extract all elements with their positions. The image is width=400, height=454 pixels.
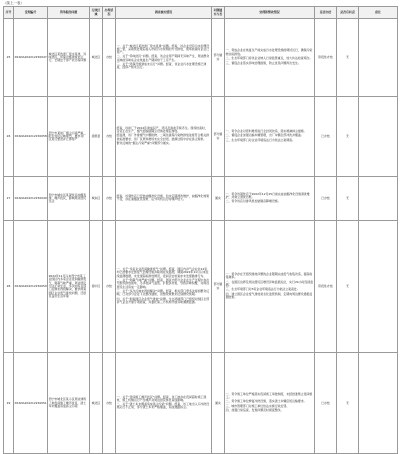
cell-issue: 2022年11月以来西宁市某工业园区内多家企业夜间偷排废气，刺鼻气味严重，周边居民无法正常生活，多次向有关部门反映未得到解决，要求彻查园区企业废气排放问题，还居民良好生活环境 bbox=[48, 221, 90, 353]
cell-findings bbox=[116, 177, 212, 221]
cell-done: 已办结 bbox=[315, 97, 337, 177]
table-caption: （续上一表） bbox=[3, 1, 24, 5]
cell-actions bbox=[225, 19, 315, 97]
actions-paragraph: 一、责令该餐饮店于2022年12月25日前完成油烟净化设施清洗维护，并建立清洗台账。 bbox=[225, 191, 310, 199]
table-header-row bbox=[4, 7, 398, 19]
cell-issue: 城北区某洗涤厂废水直排，异味扰民，环保设施建成未运行，长期处于停产状态等问题 bbox=[48, 19, 90, 97]
cell-region: 湟中区 bbox=[90, 221, 103, 353]
table-row bbox=[4, 353, 398, 454]
cell-code: D1SDA202212150050 bbox=[14, 221, 48, 353]
cell-region: 湟源县 bbox=[90, 97, 103, 177]
cell-accountable: 无 bbox=[337, 353, 359, 454]
findings-paragraph: 三、关于“多次反映未得到解决”问题。经查，相关部门曾多次接到群众反映，已对部分企业下达整改通知，但整改效果未达到群众预期。 bbox=[116, 288, 210, 297]
cell-code: D1SDA202212150058 bbox=[14, 97, 48, 177]
actions-paragraph: 三、生态环境部门对3家企业环境违法行为依法立案查处。 bbox=[225, 287, 300, 292]
cell-actions bbox=[225, 353, 315, 454]
cell-done: 阶段性办结 bbox=[315, 19, 337, 97]
cell-region: 城东区 bbox=[90, 177, 103, 221]
cell-code: D1SDA202212150049 bbox=[14, 177, 48, 221]
cell-actions bbox=[225, 97, 315, 177]
findings-paragraph: 一、关于“多家企业夜间偷排废气”问题。经查，园区内涉气企业共12家，均已按要求安装废气治理设施并联网在线监测，调阅2022年11月以来在线监测数据，未发现超标排放情况，夜间突击检查亦未发现偷排行为。 bbox=[116, 267, 210, 278]
cell-state: 办结 bbox=[103, 177, 116, 221]
cell-verdict: 属实 bbox=[212, 177, 225, 221]
actions-paragraph: 三、督促企业落实异味治理措施，防止扰民问题再次发生。 bbox=[225, 60, 301, 65]
cell-seq: 29 bbox=[4, 353, 14, 454]
findings-paragraph: 一、关于“夜间施工噪声扰民”问题。经查，该工地存在夜间超时施工现象，施工机械运行产生噪声对周边居民休息造成影响。 bbox=[116, 394, 207, 402]
complaint-table bbox=[3, 6, 398, 454]
actions-paragraph: 四、建立园区企业废气排放常态化监管机制，定期向周边群众通报监测结果。 bbox=[225, 291, 313, 300]
cell-state: 办结 bbox=[103, 353, 116, 454]
cell-issue: 西宁市城北区某小区周边建筑工地夜间施工噪声扰民，渣土车未覆盖造成扬尘污染 bbox=[48, 353, 90, 454]
cell-seq: 26 bbox=[4, 97, 14, 177]
header-note: 备注 bbox=[359, 7, 398, 19]
actions-paragraph: 一、责令存在无组织排放问题的企业限期完成废气收集改造，提高收集效率。 bbox=[225, 271, 313, 280]
header-done: 是否办结 bbox=[315, 7, 337, 19]
actions-paragraph: 二、责令该店对排风机加装隔音降噪设施。 bbox=[225, 199, 281, 204]
cell-accountable: 无 bbox=[337, 97, 359, 177]
cell-note bbox=[359, 177, 398, 221]
cell-actions bbox=[225, 177, 315, 221]
findings-paragraph: 一、关于“城北区某洗涤厂废水直排”问题。经查，该企业设有污水处理设施一套，采取预处理后接入市政污水管网的方式排放，现场检查时企业已停产。 bbox=[116, 43, 210, 55]
cell-note bbox=[359, 221, 398, 353]
actions-paragraph: 四、加强日常巡查，发现问题及时督促整改。 bbox=[225, 408, 284, 413]
cell-verdict: 部分属实 bbox=[212, 221, 225, 353]
actions-paragraph: 二、责令施工单位修复冲洗设施，落实渣土车辆密闭运输要求。 bbox=[225, 399, 307, 404]
findings-paragraph: 二、关于“刺鼻气味严重”问题。经查，园区内部分企业在生产过程中存在无组织排放现象，冬季夜间气温低、扩散条件差，导致异味积聚，对周边居民生活造成一定影响。 bbox=[116, 278, 210, 289]
cell-findings bbox=[116, 353, 212, 454]
cell-seq: 27 bbox=[4, 177, 14, 221]
cell-region: 城北区 bbox=[90, 353, 103, 454]
cell-seq: 28 bbox=[4, 221, 14, 353]
header-seq: 序号 bbox=[4, 7, 14, 19]
cell-note bbox=[359, 97, 398, 177]
cell-done: 阶段性办结 bbox=[315, 221, 337, 353]
actions-paragraph: 一、责成企业在恢复生产前完成污水处理设施的调试运行，确保污染物达标排放。 bbox=[225, 48, 313, 56]
table-row bbox=[4, 177, 398, 221]
findings-paragraph: 经监测，该厂外排烟气中颗粒物、二氧化硫等污染物排放浓度符合相关排放标准要求，但厂区原料堆场未完全封闭，装卸过程中存在扬尘现象。 bbox=[116, 133, 210, 141]
cell-accountable: 无 bbox=[337, 19, 359, 97]
cell-verdict: 属实 bbox=[212, 353, 225, 454]
cell-verdict: 部分属实 bbox=[212, 19, 225, 97]
header-findings: 调查核实情况 bbox=[116, 7, 212, 19]
cell-accountable: 无 bbox=[337, 221, 359, 353]
cell-accountable: 无 bbox=[337, 177, 359, 221]
actions-paragraph: 三、城市管理部门对施工单位依法实施行政处罚。 bbox=[225, 403, 290, 408]
actions-paragraph: 一、责令施工单位严格落实夜间施工审批制度，未经批准禁止夜间施工。 bbox=[225, 391, 313, 400]
header-state: 办理状况 bbox=[103, 7, 116, 19]
actions-paragraph: 二、生态环境部门将该企业纳入日常监管重点，加大执法检查频次。 bbox=[225, 56, 313, 61]
cell-note bbox=[359, 353, 398, 454]
cell-actions bbox=[225, 221, 315, 353]
cell-region: 城北区 bbox=[90, 19, 103, 97]
cell-seq: 25 bbox=[4, 19, 14, 97]
findings-paragraph: 经查，该餐饮店已安装油烟净化设施，但未定期清洗维护，油烟净化效果不佳，存在油烟扰民现象；店外风机运行时噪声较大。 bbox=[116, 193, 210, 202]
actions-paragraph: 二、督促企业加强运输车辆管理，出厂车辆全部冲洗并覆盖。 bbox=[225, 133, 304, 138]
findings-paragraph: 二、关于“异味扰民”问题。经查，该企业停产期间无异味产生，周边群众反映的异味系企业恢复生产期间烘干工序产生。 bbox=[116, 54, 210, 62]
cell-findings bbox=[116, 97, 212, 177]
header-region: 行政区域 bbox=[90, 7, 103, 19]
cell-verdict: 部分属实 bbox=[212, 97, 225, 177]
actions-paragraph: 二、在园区边界及周边居民区增设异味监测点位，实行24小时连续监测。 bbox=[225, 279, 314, 287]
table-row bbox=[4, 97, 398, 177]
findings-paragraph: 经查，该砖厂于2012年建成投产，环评及验收手续齐全。现场检查时，企业正在生产，烟气经脱硫除尘设施处理后排放。 bbox=[116, 125, 208, 134]
findings-paragraph: 二、关于“渣土车未覆盖造成扬尘污染”问题。经查，该工地出入口冲洗设施运行不正常，部分渣土车未严格覆盖，造成道路扬尘。 bbox=[116, 402, 210, 410]
cell-issue: 西宁市某砖厂烟尘污染严重，附近村民反映强烈，要求对厂区进行整治并立即停产 bbox=[48, 97, 90, 177]
table-row bbox=[4, 221, 398, 353]
cell-issue: 西宁市城东区某餐饮店油烟直排，噪声扰民，影响周边居民生活 bbox=[48, 177, 90, 221]
cell-done: 已办结 bbox=[315, 177, 337, 221]
cell-findings bbox=[116, 19, 212, 97]
cell-code: D1SDA202212150051 bbox=[14, 353, 48, 454]
findings-paragraph: 群众反映的“烟尘污染严重”问题部分属实。 bbox=[116, 141, 172, 146]
cell-code: D1SDA202212150047 bbox=[14, 19, 48, 97]
header-issue: 所举报的问题 bbox=[48, 7, 90, 19]
findings-paragraph: 三、关于“环保设施建成未运行”问题。经查，该企业污水处理设施已建成，因停产暂未运行。 bbox=[116, 62, 207, 70]
cell-done: 已办结 bbox=[315, 353, 337, 454]
header-actions: 处理和整改情况 bbox=[225, 7, 315, 19]
cell-state: 办结 bbox=[103, 19, 116, 97]
table-row bbox=[4, 19, 398, 97]
findings-paragraph: 四、关于“彻查园区企业废气排放”问题。生态环境部门已组织对园区全部涉气企业开展专项检查，并委托第三方机构开展异味溯源监测。 bbox=[116, 296, 210, 304]
cell-state: 办结 bbox=[103, 97, 116, 177]
header-verdict: 问题属实与否 bbox=[212, 7, 225, 19]
actions-paragraph: 三、生态环境部门对企业环境违法行为依法立案调查。 bbox=[225, 137, 295, 142]
actions-paragraph: 一、责令企业对原料堆场进行全封闭改造，落实喷淋抑尘措施。 bbox=[225, 129, 307, 134]
cell-state: 办结 bbox=[103, 221, 116, 353]
header-accountable: 是否有问责 bbox=[337, 7, 359, 19]
header-code: 受理编号 bbox=[14, 7, 48, 19]
cell-findings bbox=[116, 221, 212, 353]
cell-note bbox=[359, 19, 398, 97]
